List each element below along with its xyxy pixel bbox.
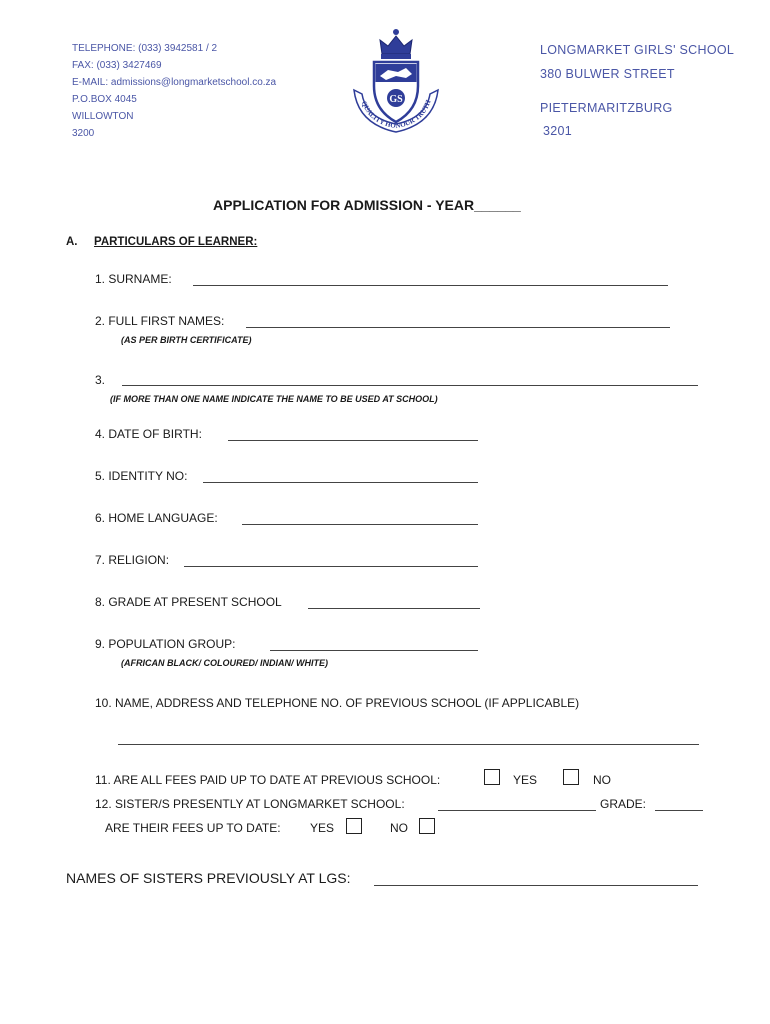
po-box-text: P.O.BOX 4045 [72,94,137,105]
surname-label: 1. SURNAME: [95,272,172,286]
surname-field[interactable] [193,285,668,286]
first-names-label: 2. FULL FIRST NAMES: [95,314,225,328]
fees-paid-label: 11. ARE ALL FEES PAID UP TO DATE AT PREVIOUS SCHOOL: [95,773,441,787]
section-letter: A. [66,236,78,248]
city: PIETERMARITZBURG [540,101,673,115]
first-names-note: (AS PER BIRTH CERTIFICATE) [121,335,252,345]
sisters-previous-field[interactable] [374,885,698,886]
preferred-name-label: 3. [95,373,106,387]
school-crest-icon [348,24,444,136]
sisters-field[interactable] [438,810,596,811]
dob-label: 4. DATE OF BIRTH: [95,427,202,441]
sisters-previous-label: NAMES OF SISTERS PREVIOUSLY AT LGS: [66,870,351,886]
fax-text: FAX: (033) 3427469 [72,60,162,71]
sisters-fees-yes-label: YES [310,821,335,835]
sisters-fees-no-label: NO [390,821,408,835]
postal-code: 3201 [543,124,573,138]
grade-label: 8. GRADE AT PRESENT SCHOOL [95,595,282,609]
suburb-text: WILLOWTON [72,111,134,122]
fees-paid-no-checkbox[interactable] [563,769,579,785]
section-title: PARTICULARS OF LEARNER: [94,236,258,248]
school-name: LONGMARKET GIRLS' SCHOOL [540,43,735,57]
preferred-name-field[interactable] [122,385,698,386]
crest-initials: GS [389,94,403,105]
grade-field[interactable] [308,608,480,609]
fees-paid-yes-checkbox[interactable] [484,769,500,785]
home-language-label: 6. HOME LANGUAGE: [95,511,218,525]
home-language-field[interactable] [242,524,478,525]
preferred-name-note: (IF MORE THAN ONE NAME INDICATE THE NAME TO BE USED AT SCHOOL) [110,394,438,404]
sisters-fees-label: ARE THEIR FEES UP TO DATE: [105,821,281,835]
previous-school-label: 10. NAME, ADDRESS AND TELEPHONE NO. OF PREVIOUS SCHOOL (IF APPLICABLE) [95,696,580,710]
population-group-field[interactable] [270,650,478,651]
form-title: APPLICATION FOR ADMISSION - YEAR______ [213,197,521,213]
telephone-text: TELEPHONE: (033) 3942581 / 2 [72,43,218,54]
crest-motto: QUALITY HONOUR TRUTH [359,98,433,131]
population-group-note: (AFRICAN BLACK/ COLOURED/ INDIAN/ WHITE) [121,658,328,668]
fees-paid-yes-label: YES [513,773,538,787]
postcode-text: 3200 [72,128,95,139]
contact-block [72,40,276,142]
religion-field[interactable] [184,566,478,567]
sisters-fees-no-checkbox[interactable] [419,818,435,834]
street-address: 380 BULWER STREET [540,67,675,81]
sisters-grade-label: GRADE: [600,797,647,811]
first-names-field[interactable] [246,327,670,328]
sisters-fees-yes-checkbox[interactable] [346,818,362,834]
email-text: E-MAIL: admissions@longmarketschool.co.za [72,77,277,88]
previous-school-field[interactable] [118,744,699,745]
sisters-label: 12. SISTER/S PRESENTLY AT LONGMARKET SCHOOL: [95,797,405,811]
religion-label: 7. RELIGION: [95,553,170,567]
id-no-label: 5. IDENTITY NO: [95,469,188,483]
fees-paid-no-label: NO [593,773,611,787]
population-group-label: 9. POPULATION GROUP: [95,637,236,651]
dob-field[interactable] [228,440,478,441]
sisters-grade-field[interactable] [655,810,703,811]
id-no-field[interactable] [203,482,478,483]
